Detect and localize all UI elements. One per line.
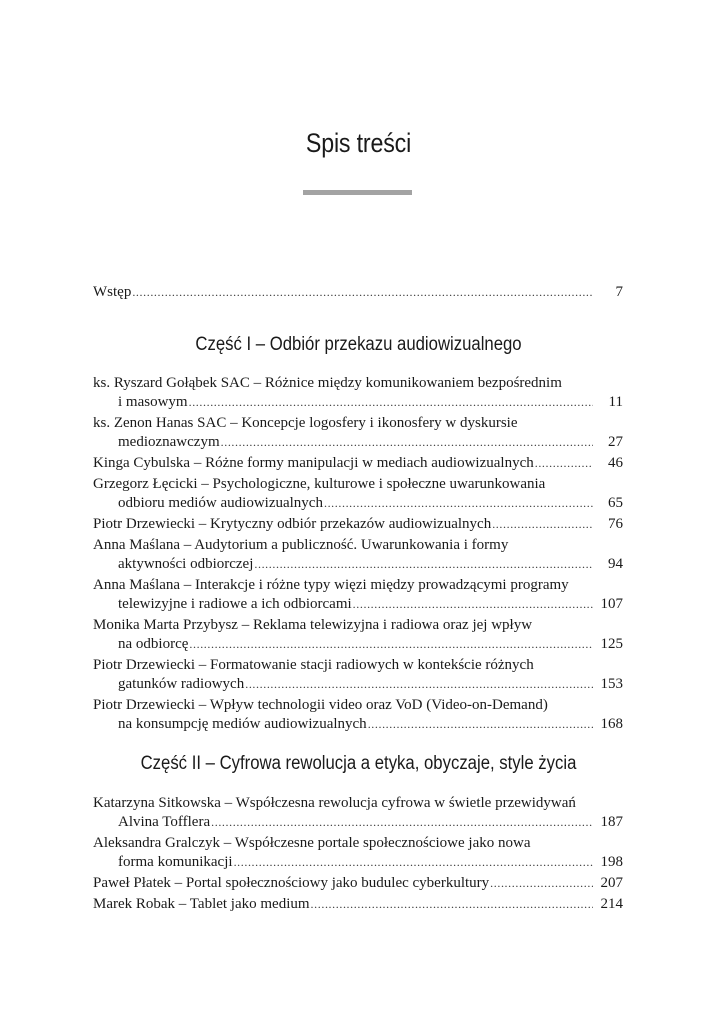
toc-entry[interactable] xyxy=(93,374,623,412)
entry-title-line2: telewizyjne i radiowe a ich odbiorcami xyxy=(118,596,352,612)
leader-dots xyxy=(254,555,593,574)
leader-dots xyxy=(245,675,593,694)
entry-title-line1: ks. Ryszard Gołąbek SAC – Różnice między komunikowaniem bezpośrednim xyxy=(93,375,562,391)
entry-page: 7 xyxy=(615,284,623,300)
entry-title-line2: odbioru mediów audiowizualnych xyxy=(118,495,323,511)
leader-dots xyxy=(189,635,593,654)
toc-entry[interactable] xyxy=(93,536,623,574)
entry-page: 168 xyxy=(600,716,623,732)
entry-title-line1: ks. Zenon Hanas SAC – Koncepcje logosfery i ikonosfery w dyskursie xyxy=(93,415,518,431)
entry-page: 107 xyxy=(600,596,623,612)
leader-dots xyxy=(132,283,593,302)
entry-title-line2: Alvina Tofflera xyxy=(118,814,211,830)
entry-title-line1: Piotr Drzewiecki – Formatowanie stacji radiowych w kontekście różnych xyxy=(93,657,534,673)
title-divider xyxy=(303,190,412,195)
toc-entry[interactable] xyxy=(93,616,623,654)
part-2-heading: Część II – Cyfrowa rewolucja a etyka, obyczaje, style życia xyxy=(140,753,577,774)
toc-entry[interactable] xyxy=(93,515,623,534)
entry-title: Marek Robak – Tablet jako medium xyxy=(93,896,310,912)
toc-entry[interactable] xyxy=(93,834,623,872)
page-title: Spis treści xyxy=(305,128,412,158)
entry-page: 198 xyxy=(600,854,623,870)
leader-dots xyxy=(535,454,593,473)
entry-title-line2: na odbiorcę xyxy=(118,636,189,652)
entry-page: 46 xyxy=(608,455,623,471)
entry-page: 11 xyxy=(608,394,623,410)
toc-entry[interactable] xyxy=(93,576,623,614)
toc-entry[interactable] xyxy=(93,794,623,832)
entry-page: 27 xyxy=(608,434,623,450)
entry-title-line1: Anna Maślana – Interakcje i różne typy więzi między prowadzącymi programy xyxy=(93,577,569,593)
entry-page: 214 xyxy=(600,896,623,912)
entry-title-line2: na konsumpcję mediów audiowizualnych xyxy=(118,716,367,732)
entry-page: 65 xyxy=(608,495,623,511)
entry-page: 125 xyxy=(600,636,623,652)
entry-page: 76 xyxy=(608,516,623,532)
part-1-heading: Część I – Odbiór przekazu audiowizualnego xyxy=(195,334,522,355)
toc-entry[interactable] xyxy=(93,414,623,452)
toc-entry[interactable] xyxy=(93,454,623,473)
entry-title: Wstęp xyxy=(93,284,132,300)
toc-entry[interactable] xyxy=(93,696,623,734)
entry-title-line1: Aleksandra Gralczyk – Współczesne portale społecznościowe jako nowa xyxy=(93,835,531,851)
entry-title: Kinga Cybulska – Różne formy manipulacji w mediach audiowizualnych xyxy=(93,455,534,471)
leader-dots xyxy=(189,393,593,412)
part-2-list xyxy=(93,794,623,914)
leader-dots xyxy=(490,874,593,893)
leader-dots xyxy=(353,595,593,614)
entry-title-line1: Anna Maślana – Audytorium a publiczność. Uwarunkowania i formy xyxy=(93,537,509,553)
entry-title-line2: i masowym xyxy=(118,394,188,410)
leader-dots xyxy=(234,853,593,872)
leader-dots xyxy=(368,715,593,734)
entry-title-line1: Grzegorz Łęcicki – Psychologiczne, kulturowe i społeczne uwarunkowania xyxy=(93,476,546,492)
leader-dots xyxy=(492,515,593,534)
leader-dots xyxy=(211,813,593,832)
entry-page: 94 xyxy=(608,556,623,572)
entry-title-line2: gatunków radiowych xyxy=(118,676,245,692)
entry-page: 207 xyxy=(600,875,623,891)
part-1-list xyxy=(93,374,623,734)
entry-title-line2: forma komunikacji xyxy=(118,854,233,870)
entry-title-line1: Katarzyna Sitkowska – Współczesna rewolucja cyfrowa w świetle przewidywań xyxy=(93,795,576,811)
toc-entry[interactable] xyxy=(93,895,623,914)
entry-title-line1: Monika Marta Przybysz – Reklama telewizyjna i radiowa oraz jej wpływ xyxy=(93,617,533,633)
toc-entry[interactable] xyxy=(93,656,623,694)
entry-page: 153 xyxy=(600,676,623,692)
toc-entry-intro[interactable] xyxy=(93,283,623,302)
entry-title-line1: Piotr Drzewiecki – Wpływ technologii video oraz VoD (Video-on-Demand) xyxy=(93,697,548,713)
entry-title: Paweł Płatek – Portal społecznościowy jako budulec cyberkultury xyxy=(93,875,490,891)
leader-dots xyxy=(221,433,593,452)
leader-dots xyxy=(324,494,593,513)
leader-dots xyxy=(311,895,593,914)
toc-entry[interactable] xyxy=(93,874,623,893)
toc-intro xyxy=(93,283,623,302)
toc-entry[interactable] xyxy=(93,475,623,513)
entry-title-line2: medioznawczym xyxy=(118,434,220,450)
entry-page: 187 xyxy=(600,814,623,830)
entry-title-line2: aktywności odbiorczej xyxy=(118,556,254,572)
entry-title: Piotr Drzewiecki – Krytyczny odbiór przekazów audiowizualnych xyxy=(93,516,492,532)
